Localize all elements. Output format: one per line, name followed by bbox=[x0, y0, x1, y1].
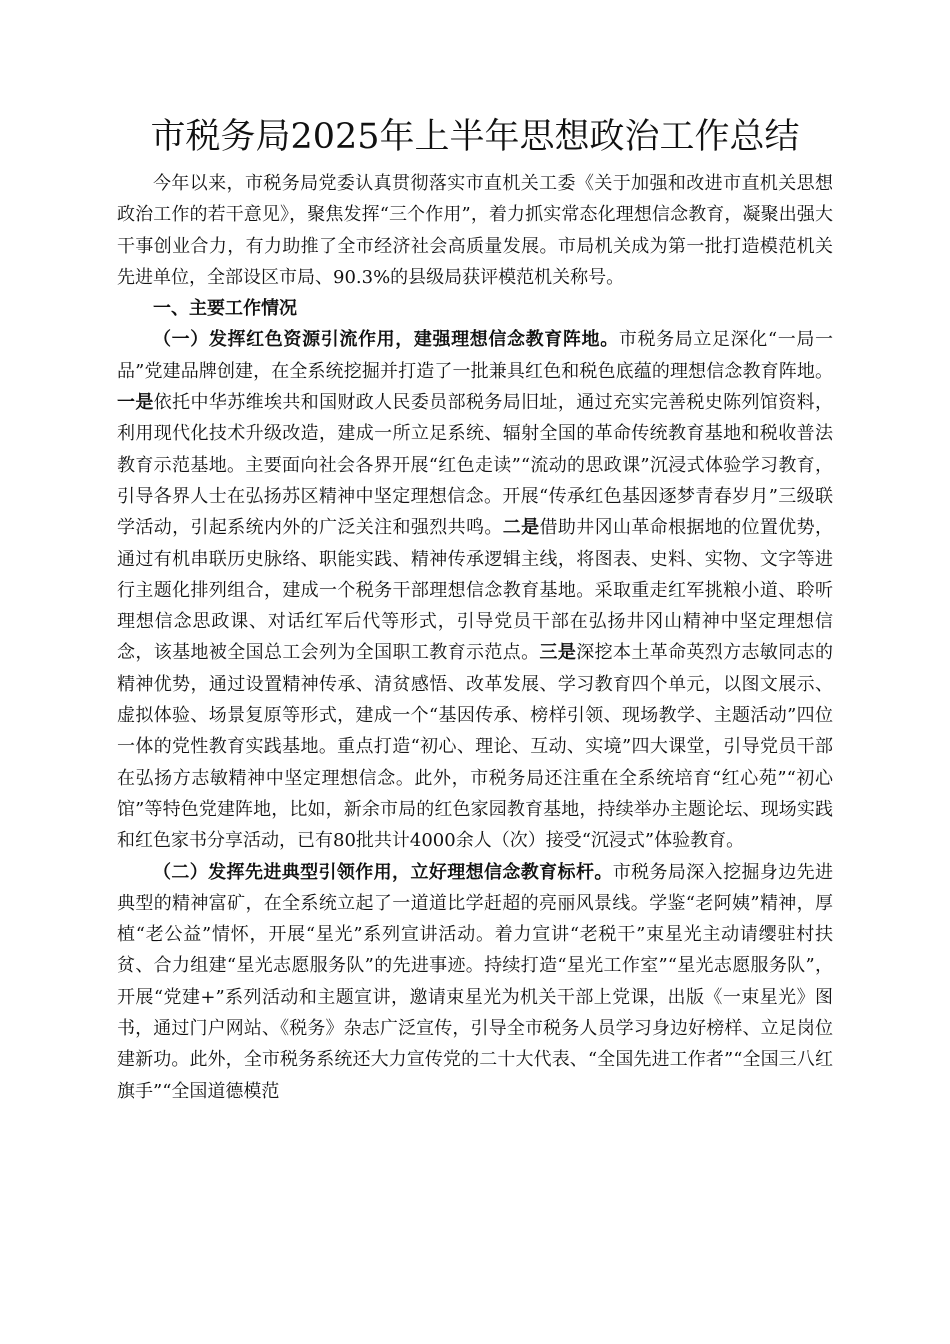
document-body bbox=[117, 168, 833, 1107]
subsection-1-paragraph bbox=[117, 324, 833, 856]
keyword-second: 二是 bbox=[502, 517, 540, 539]
keyword-first: 一是 bbox=[117, 392, 154, 414]
subsection-1-text-d: 深挖本土革命英烈方志敏同志的精神优势，通过设置精神传承、清贫感悟、改革发展、学习教育四个单元，以图文展示、虚拟体验、场景复原等形式，建成一个“基因传承、榜样引领、现场教学、主题活动”四位一体的党性教育实践基地。重点打造“初心、理论、互动、实境”四大课堂，引导党员干部在弘扬方志敏精神中坚定理想信念。此外，市税务局还注重在全系统培育“红心苑”“初心馆”等特色党建阵地，比如，新余市局的红色家园教育基地，持续举办主题论坛、现场实践和红色家书分享活动，已有80批共计4000余人（次）接受“沉浸式”体验教育。 bbox=[117, 642, 834, 852]
document-title: 市税务局2025年上半年思想政治工作总结 bbox=[150, 117, 800, 157]
subsection-2-paragraph bbox=[117, 857, 833, 1107]
subsection-1-text-c: 借助井冈山革命根据地的位置优势，通过有机串联历史脉络、职能实践、精神传承逻辑主线，将图表、史料、实物、文字等进行主题化排列组合，建成一个税务干部理想信念教育基地。采取重走红军挑粮小道、聆听理想信念思政课、对话红军后代等形式，引导党员干部在弘扬井冈山精神中坚定理想信念，该基地被全国总工会列为全国职工教育示范点。 bbox=[117, 517, 834, 664]
subsection-1-lead: （一）发挥红色资源引流作用，建强理想信念教育阵地。 bbox=[153, 329, 619, 351]
section-heading-main-work: 一、主要工作情况 bbox=[153, 298, 297, 320]
subsection-2-lead: （二）发挥先进典型引领作用，立好理想信念教育标杆。 bbox=[153, 861, 613, 883]
subsection-1-text-a: 市税务局立足深化“一局一品”党建品牌创建，在全系统挖掘并打造了一批兼具红色和税色底蕴的理想信念教育阵地。 bbox=[117, 329, 834, 382]
subsection-2-text: 市税务局深入挖掘身边先进典型的精神富矿，在全系统立起了一道道比学赶超的亮丽风景线。学鉴“老阿姨”精神，厚植“老公益”情怀，开展“星光”系列宣讲活动。着力宣讲“老税干”束星光主动请缨驻村扶贫、合力组建“星光志愿服务队”的先进事迹。持续打造“星光工作室”“星光志愿服务队”，开展“党建+”系列活动和主题宣讲，邀请束星光为机关干部上党课，出版《一束星光》图书，通过门户网站、《税务》杂志广泛宣传，引导全市税务人员学习身边好榜样、立足岗位建新功。此外，全市税务系统还大力宣传党的二十大代表、“全国先进工作者”“全国三八红旗手”“全国道德模范 bbox=[117, 861, 834, 1102]
keyword-third: 三是 bbox=[539, 642, 577, 664]
intro-paragraph: 今年以来，市税务局党委认真贯彻落实市直机关工委《关于加强和改进市直机关思想政治工作的若干意见》，聚焦发挥“三个作用”，着力抓实常态化理想信念教育，凝聚出强大干事创业合力，有力助推了全市经济社会高质量发展。市局机关成为第一批打造模范机关先进单位，全部设区市局、90.3%的县级局获评模范机关称号。 bbox=[117, 173, 833, 288]
subsection-1-text-b: 依托中华苏维埃共和国财政人民委员部税务局旧址，通过充实完善税史陈列馆资料，利用现代化技术升级改造，建成一所立足系统、辐射全国的革命传统教育基地和税收普法教育示范基地。主要面向社会各界开展“红色走读”“流动的思政课”沉浸式体验学习教育，引导各界人士在弘扬苏区精神中坚定理想信念。开展“传承红色基因逐梦青春岁月”三级联学活动，引起系统内外的广泛关注和强烈共鸣。 bbox=[117, 392, 834, 539]
